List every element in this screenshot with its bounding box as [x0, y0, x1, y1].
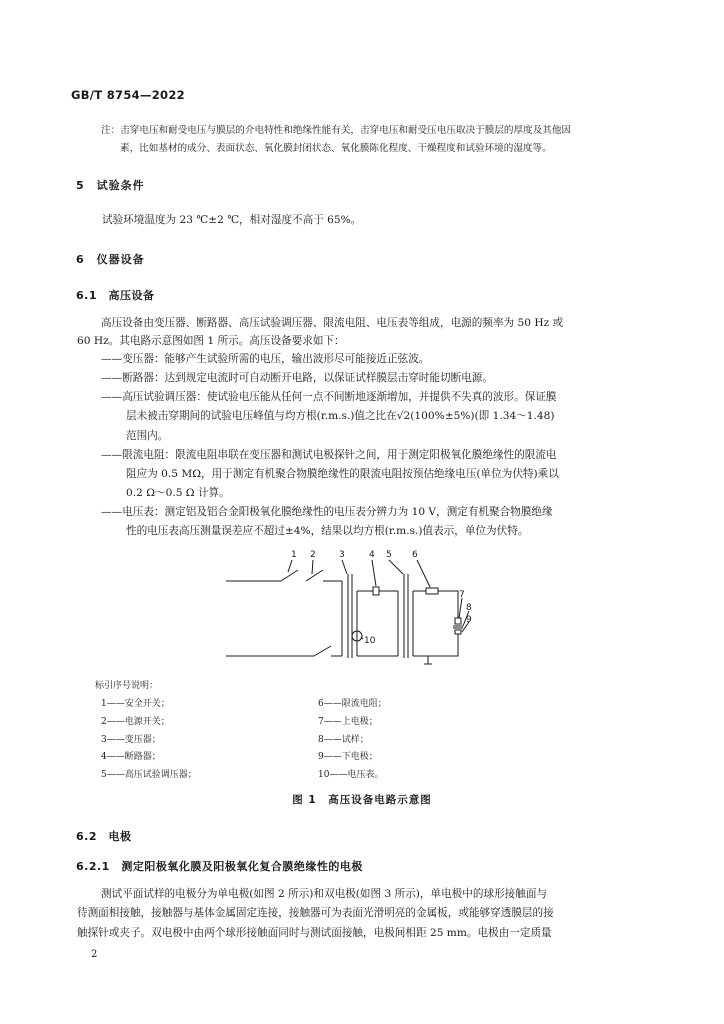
- legend-item-10: 10——电压表。: [318, 770, 384, 780]
- leader-7: [459, 598, 462, 618]
- list-item-resistor-line-1: ——限流电阻：限流电阻串联在变压器和测试电极探针之间，用于测定阳极氧化膜绝缘性的限流电: [101, 449, 557, 461]
- legend-item-9: 9——下电极；: [318, 752, 378, 762]
- label-9: 9: [466, 615, 472, 625]
- leader-3: [342, 560, 347, 574]
- section-5-text: 试验环境温度为 23 ℃±2 ℃，相对湿度不高于 65%。: [102, 214, 362, 226]
- leader-1: [288, 560, 292, 572]
- leader-4: [372, 560, 376, 586]
- list-item-voltmeter-line-1: ——电压表：测定铝及铝合金阳极氧化膜绝缘性的电压表分辨力为 10 V，测定有机聚合物膜绝缘: [101, 506, 553, 518]
- section-6-2-1-line-2: 待测面相接触，接触器与基体金属固定连接，接触器可为表面光滑明亮的金属板，或能够穿透膜层的接: [77, 907, 554, 919]
- section-6-2-1-line-3: 触探针或夹子。双电极中由两个球形接触面同时与测试面接触，电极间相距 25 mm。电极由一定质量: [77, 927, 552, 939]
- upper-electrode: [455, 618, 461, 624]
- legend-item-3: 3——变压器；: [101, 735, 161, 745]
- label-5: 5: [386, 550, 392, 560]
- breaker-box: [373, 587, 379, 595]
- legend-item-2: 2——电源开关；: [101, 717, 170, 727]
- section-6-2-1-line-1: 测试平面试样的电极分为单电极(如图 2 所示)和双电极(如图 3 所示)，单电极中的球形接触面与: [101, 888, 548, 900]
- list-item-breaker: ——断路器：达到规定电流时可自动断开电路，以保证试样膜层击穿时能切断电源。: [101, 372, 493, 384]
- section-6-1-para-line-1: 高压设备由变压器、断路器、高压试验调压器、限流电阻、电压表等组成，电源的频率为 50 Hz 或: [101, 317, 564, 329]
- wire-return: [413, 634, 458, 656]
- standard-number: GB/T 8754—2022: [71, 88, 185, 102]
- label-8: 8: [466, 603, 472, 613]
- lower-electrode: [455, 630, 461, 634]
- section-6-1-heading: 6.1 高压设备: [76, 289, 155, 302]
- legend-item-7: 7——上电极；: [318, 717, 378, 727]
- legend-item-4: 4——断路器；: [101, 752, 161, 762]
- label-1: 1: [291, 550, 297, 560]
- label-6: 6: [412, 550, 418, 560]
- note-line-2: 素，比如基材的成分、表面状态、氧化膜封闭状态、氧化膜陈化程度、干燥程度和试验环境的湿度等。: [120, 143, 552, 154]
- section-5-heading: 5 试验条件: [76, 179, 145, 192]
- label-4: 4: [369, 550, 375, 560]
- wire-to-upper-electrode: [438, 591, 458, 618]
- label-7: 7: [459, 590, 465, 600]
- list-item-regulator-line-1: ——高压试验调压器：使试验电压能从任何一点不间断地逐渐增加，并提供不失真的波形。保证膜: [101, 391, 557, 403]
- list-item-transformer: ——变压器：能够产生试验所需的电压，输出波形尽可能接近正弦波。: [101, 353, 430, 365]
- legend-item-1: 1——安全开关；: [101, 699, 170, 709]
- list-item-regulator-line-3: 范围内。: [126, 430, 169, 442]
- legend-item-6: 6——限流电阻；: [318, 699, 387, 709]
- list-item-voltmeter-line-2: 性的电压表高压测量误差应不超过±4%，结果以均方根(r.m.s.)值表示，单位为伏特。: [126, 525, 529, 537]
- section-6-2-heading: 6.2 电极: [76, 830, 132, 843]
- legend-item-5: 5——高压试验调压器；: [101, 770, 197, 780]
- label-3: 3: [339, 550, 345, 560]
- legend-item-8: 8——试样；: [318, 735, 369, 745]
- list-item-resistor-line-2: 阻应为 0.5 MΩ，用于测定有机聚合物膜绝缘性的限流电阻按预估绝缘电压(单位为伏特)乘以: [126, 468, 559, 480]
- label-2: 2: [310, 550, 316, 560]
- section-6-heading: 6 仪器设备: [76, 253, 145, 266]
- figure-caption: 图 1 高压设备电路示意图: [292, 794, 432, 806]
- note-line-1: 注：击穿电压和耐受电压与膜层的介电特性和绝缘性能有关，击穿电压和耐受压电压取决于膜层的厚度及其他因: [101, 125, 572, 136]
- legend-title: 标引序号说明：: [95, 681, 159, 691]
- list-item-regulator-line-2: 层未被击穿期间的试验电压峰值与均方根(r.m.s.)值之比在√2(100%±5%)(即 1.34～1.48): [126, 410, 555, 422]
- current-limiting-resistor: [426, 588, 438, 594]
- section-6-2-1-heading: 6.2.1 测定阳极氧化膜及阳极氧化复合膜绝缘性的电极: [76, 860, 363, 873]
- safety-switch-bottom: [314, 646, 331, 656]
- section-6-1-para-line-2: 60 Hz。其电路示意图如图 1 所示。高压设备要求如下：: [77, 335, 345, 347]
- circuit-diagram: [226, 546, 476, 670]
- safety-switch-top: [281, 570, 298, 581]
- power-switch-top: [306, 570, 323, 581]
- page-number: 2: [91, 949, 98, 960]
- list-item-resistor-line-3: 0.2 Ω～0.5 Ω 计算。: [126, 487, 230, 499]
- leader-5: [389, 560, 403, 574]
- label-10: 10: [364, 636, 376, 646]
- leader-6: [417, 560, 430, 587]
- leader-2: [312, 560, 313, 574]
